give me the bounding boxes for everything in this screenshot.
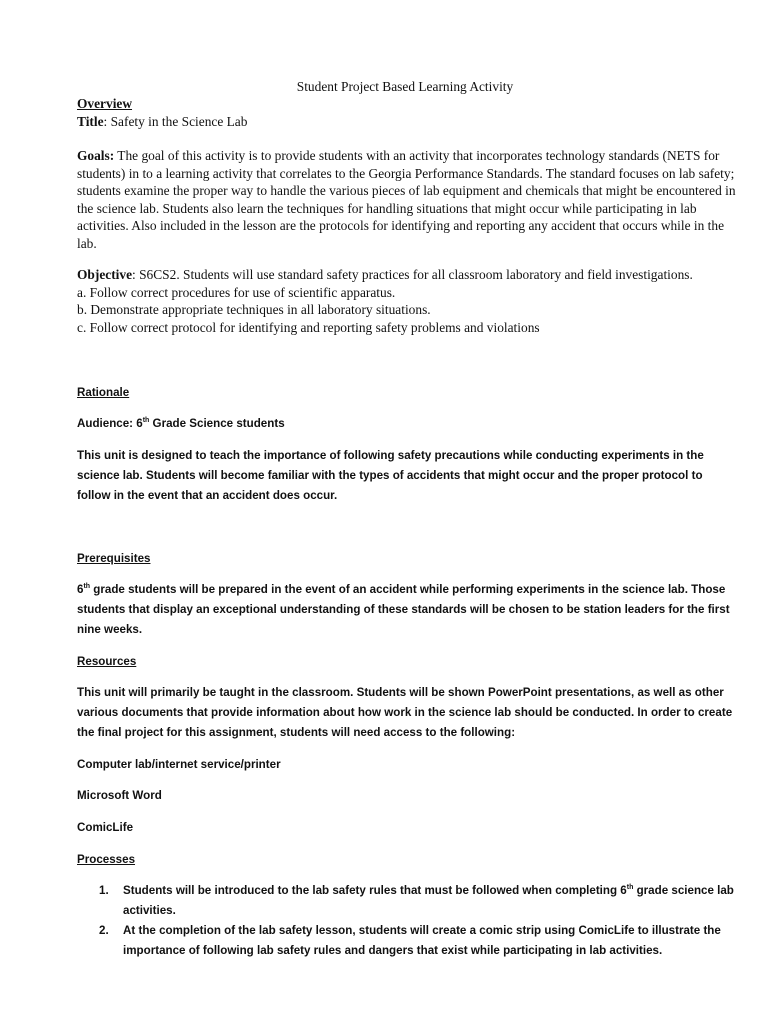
prerequisites-text: grade students will be prepared in the event of an accident while performing experiments in the science lab. Those students that display an exceptional understanding of these standards will be chosen to be station leaders for the first nine weeks. [77, 583, 730, 636]
objective-item: c. Follow correct protocol for identifying and reporting safety problems and violations [77, 319, 540, 335]
resource-item: ComicLife [77, 821, 134, 834]
process-sup: th [626, 884, 634, 892]
resource-item: Computer lab/internet service/printer [77, 758, 281, 771]
document-title: Student Project Based Learning Activity [296, 79, 514, 94]
objective-text: : S6CS2. Students will use standard safety practices for all classroom laboratory and field investigations. [132, 267, 693, 282]
process-text: At the completion of the lab safety lesson, students will create a comic strip using ComicLife to illustrate the importance of following lab safety rules and dangers that exist while participating in lab activities. [123, 924, 721, 957]
goals-paragraph [77, 147, 737, 252]
resources-body: This unit will primarily be taught in the classroom. Students will be shown PowerPoint presentations, as well as other various documents that provide information about how work in the science lab should be conducted. In order to create the final project for this assignment, students will need access to the following: [77, 686, 733, 739]
overview-heading: Overview [77, 96, 133, 111]
prerequisites-lead: 6 [77, 583, 84, 596]
processes-list [77, 881, 737, 961]
process-item [77, 881, 737, 921]
title-label: Title [77, 113, 104, 129]
objective-item: a. Follow correct procedures for use of scientific apparatus. [77, 284, 396, 300]
objective-item: b. Demonstrate appropriate techniques in all laboratory situations. [77, 302, 431, 317]
prerequisites-sup: th [83, 583, 91, 591]
rationale-heading: Rationale [77, 386, 130, 399]
overview-section [77, 95, 737, 130]
objective-label: Objective [77, 267, 133, 282]
process-text: Students will be introduced to the lab safety rules that must be followed when completing 6 [123, 884, 627, 897]
goals-text: The goal of this activity is to provide students with an activity that incorporates technology standards (NETS for students) in to a learning activity that correlates to the Georgia Performance Standards. The standard focuses on lab safety; students examine the proper way to handle the various pieces of lab equipment and chemicals that might be encountered in the science lab. Students also learn the techniques for handling situations that might occur while participating in lab activities. Also included in the lesson are the protocols for identifying and reporting any accident that occurs while in the lab. [77, 148, 736, 251]
process-text-end: grade science lab activities. [123, 884, 734, 917]
objective-line [77, 266, 737, 284]
rationale-body: This unit is designed to teach the importance of following safety precautions while conducting experiments in the science lab. Students will become familiar with the types of accidents that might occur and the proper protocol to follow in the event that an accident does occur. [77, 449, 704, 502]
objective-block [77, 266, 737, 336]
process-item [77, 921, 737, 961]
resource-item: Microsoft Word [77, 789, 162, 802]
prerequisites-heading: Prerequisites [77, 552, 151, 565]
goals-label: Goals: [77, 148, 115, 163]
audience-label: Audience: 6 [77, 417, 143, 430]
prerequisites-body [77, 580, 737, 640]
resources-heading: Resources [77, 655, 137, 668]
audience-line [77, 414, 737, 434]
process-number: 2. [99, 924, 109, 937]
audience-text: Grade Science students [149, 417, 285, 430]
title-line [77, 113, 737, 131]
audience-sup: th [142, 417, 150, 425]
process-number: 1. [99, 884, 109, 897]
title-value: : Safety in the Science Lab [103, 113, 248, 129]
processes-heading: Processes [77, 853, 136, 866]
